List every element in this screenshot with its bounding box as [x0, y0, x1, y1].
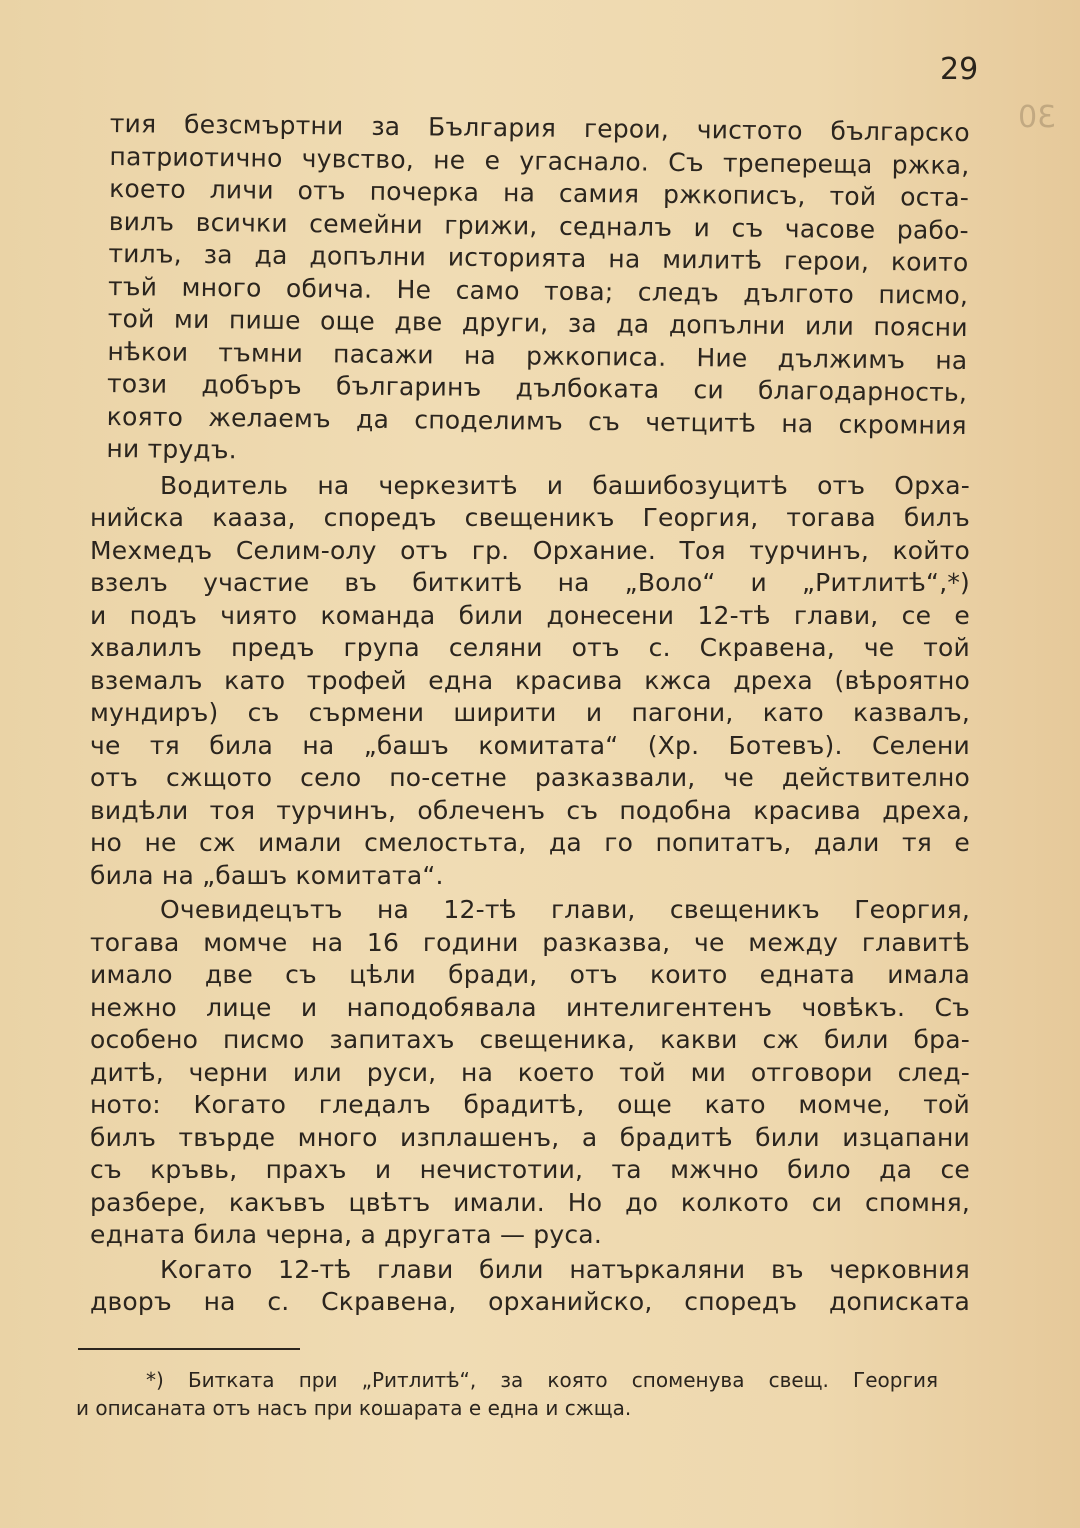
text-line: вилъ всички семейни грижи, седналъ и съ часове рабо- — [108, 206, 969, 245]
text-line: тъй много обича. Не само това; следъ дългото писмо, — [107, 271, 969, 310]
text-line: съ кръвь, прахъ и нечистотии, та мжчно било да се — [90, 1155, 970, 1184]
text-line: нѣкои тъмни пасажи на ржкописа. Ние дължимъ на — [107, 336, 968, 375]
show-through-page-number: 30 — [1018, 100, 1057, 135]
text-line: имало две съ цѣли бради, отъ които едната имала — [90, 960, 970, 989]
text-line: и подъ чиято команда били донесени 12-тѣ глави, се е — [90, 600, 970, 630]
footnote-separator — [78, 1348, 300, 1350]
paragraph — [90, 470, 970, 893]
text-line: тилъ, за да допълни историята на милитѣ герои, които — [108, 238, 969, 277]
text-line: Водитель на черкезитѣ и башибозуцитѣ отъ Орха- — [160, 470, 970, 500]
text-line: ното: Когато гледалъ брадитѣ, още като момче, той — [90, 1090, 970, 1119]
text-line: мундиръ) съ сърмени ширити и пагони, като казвалъ, — [90, 698, 970, 727]
text-line: ни трудъ. — [106, 433, 238, 465]
text-line: взелъ участие въ биткитѣ на „Воло“ и „Ритлитѣ“,*) — [90, 568, 970, 597]
text-line: едната била черна, а другата — руса. — [90, 1220, 602, 1249]
text-line: особено писмо запитахъ свещеника, какви сж били бра- — [90, 1025, 970, 1054]
text-line: но не сж имали смелостьта, да го попитатъ, дали тя е — [90, 828, 970, 857]
text-line: Очевидецътъ на 12-тѣ глави, свещеникъ Георгия, — [160, 895, 970, 924]
text-line: хвалилъ предъ група селяни отъ с. Скравена, че той — [90, 633, 970, 662]
text-line: нежно лице и наподобявала интелигентенъ човѣкъ. Съ — [90, 992, 970, 1022]
text-line: тия безсмъртни за България герои, чистото българско — [109, 108, 970, 148]
paragraph — [90, 1254, 970, 1319]
footnote — [76, 1366, 938, 1422]
body-text — [90, 108, 970, 1319]
text-line: нийска кааза, споредъ свещеникъ Георгия, тогава билъ — [90, 503, 970, 532]
text-line: той ми пише още две други, за да допълни или поясни — [107, 303, 968, 342]
text-line: която желаемъ да споделимъ съ четцитѣ на скромния — [106, 401, 967, 440]
text-line: Когато 12-тѣ глави били натъркаляни въ черковния — [160, 1254, 970, 1284]
footnote-line: и описаната отъ насъ при кошарата е една и сжща. — [76, 1396, 632, 1420]
text-line: вземалъ като трофей една красива кжса дреха (вѣроятно — [90, 665, 970, 695]
text-line: разбере, какъвъ цвѣтъ имали. Но до колкото си спомня, — [90, 1187, 970, 1217]
text-line: което личи отъ почерка на самия ржкописъ, той оста- — [109, 173, 970, 213]
text-line: видѣли тоя турчинъ, облеченъ съ подобна красива дреха, — [90, 795, 970, 825]
paragraph — [90, 894, 970, 1252]
text-line: билъ твърде много изплашенъ, а брадитѣ били изцапани — [90, 1122, 970, 1152]
text-line: отъ сжщото село по-сетне разказвали, че действително — [90, 763, 970, 792]
paragraph — [106, 108, 970, 474]
text-line: дворъ на с. Скравена, орханийско, споредъ дописката — [90, 1287, 970, 1316]
footnote-line: *) Битката при „Ритлитѣ“, за която споменува свещ. Георгия — [146, 1368, 938, 1392]
text-line: Мехмедъ Селим-олу отъ гр. Орхание. Тоя турчинъ, който — [90, 535, 970, 565]
text-line: била на „башъ комитата“. — [90, 860, 444, 890]
text-line: че тя била на „башъ комитата“ (Хр. Ботевъ). Селени — [90, 730, 970, 760]
page-number: 29 — [940, 52, 979, 87]
text-line: патриотично чувство, не е угаснало. Съ трепереща ржка, — [109, 141, 970, 180]
text-line: този добъръ българинъ дълбоката си благодарность, — [106, 368, 968, 407]
text-line: дитѣ, черни или руси, на което той ми отговори след- — [90, 1057, 970, 1087]
text-line: тогава момче на 16 години разказва, че между главитѣ — [90, 927, 970, 957]
